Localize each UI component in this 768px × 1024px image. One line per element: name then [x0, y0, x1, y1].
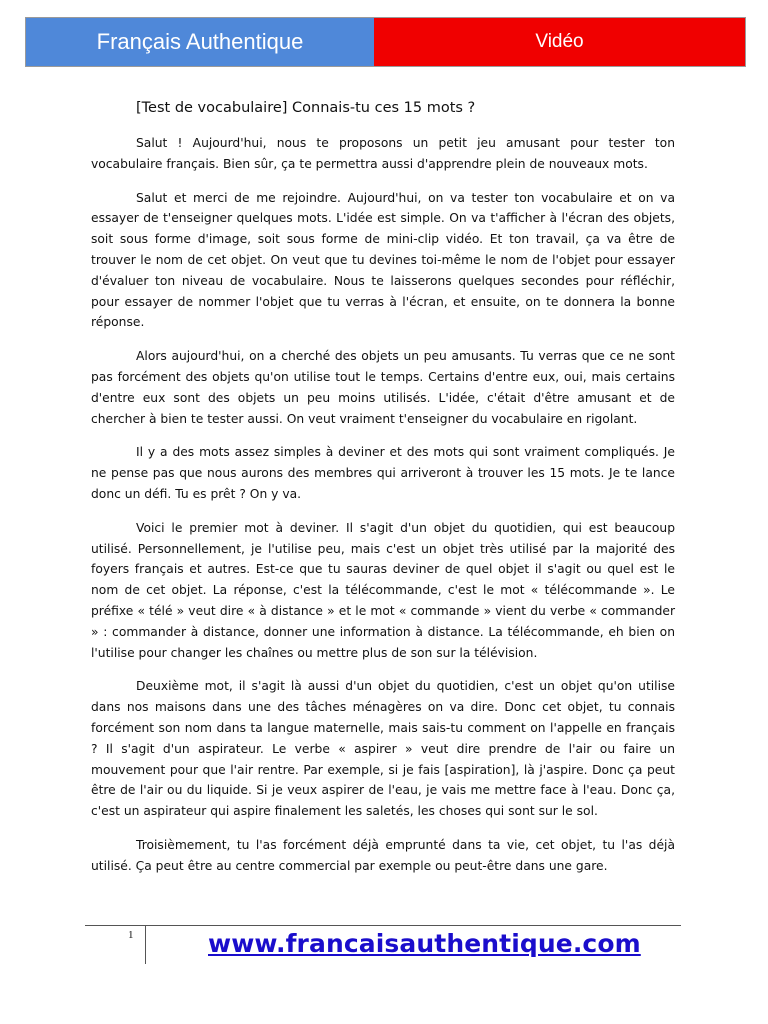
brand-name: Français Authentique — [96, 29, 304, 54]
article-body — [91, 98, 675, 877]
page-number: 1 — [128, 929, 134, 941]
website-link[interactable]: www.francaisauthentique.com — [208, 929, 641, 958]
paragraph-5: Voici le premier mot à deviner. Il s'agit d'un objet du quotidien, qui est beaucoup utilisé. Personnellement, je l'utilise peu, mais c'est un objet très utilisé par la majorité des foyers français et autres. Est-ce que tu sauras deviner de quel objet il s'agit ou quel est le nom de cet objet. La réponse, c'est la télécommande, c'est le mot « télécommande ». Le préfixe « télé » veut dire « à distance » et le mot « commande » vient du verbe « commander » : commander à distance, donner une information à distance. La télécommande, eh bien on l'utilise pour changer les chaînes ou mettre plus de son sur la télévision. — [91, 520, 675, 660]
footer-vertical-divider — [145, 926, 146, 964]
page-header — [25, 17, 746, 67]
category-banner — [374, 18, 745, 66]
paragraph-4: Il y a des mots assez simples à deviner et des mots qui sont vraiment compliqués. Je ne pense pas que nous aurons des membres qui arriveront à trouver les 15 mots. Je te lance donc un défi. Tu es prêt ? On y va. — [91, 445, 675, 501]
paragraph-3: Alors aujourd'hui, on a cherché des objets un peu amusants. Tu verras que ce ne sont pas forcément des objets qu'on utilise tout le temps. Certains d'entre eux, oui, mais certains d'entre eux sont des objets un peu moins utilisés. L'idée, c'était d'être amusant et de chercher à bien te tester aussi. On veut vraiment t'enseigner du vocabulaire en rigolant. — [91, 349, 675, 426]
category-label: Vidéo — [535, 31, 584, 52]
paragraph-1: Salut ! Aujourd'hui, nous te proposons un petit jeu amusant pour tester ton vocabulaire français. Bien sûr, ça te permettra aussi d'apprendre plein de nouveaux mots. — [91, 136, 675, 171]
footer-divider — [85, 925, 681, 926]
paragraph-7: Troisièmement, tu l'as forcément déjà emprunté dans ta vie, cet objet, tu l'as déjà utilisé. Ça peut être au centre commercial par exemple ou peut-être dans une gare. — [91, 837, 675, 873]
brand-banner — [26, 18, 374, 66]
article-title: [Test de vocabulaire] Connais-tu ces 15 mots ? — [136, 100, 476, 116]
paragraph-2: Salut et merci de me rejoindre. Aujourd'hui, on va tester ton vocabulaire et on va essayer de t'enseigner quelques mots. L'idée est simple. On va t'afficher à l'écran des objets, soit sous forme d'image, soit sous forme de mini-clip vidéo. Et ton travail, ça va être de trouver le nom de cet objet. On veut que tu devines toi-même le nom de l'objet pour essayer d'évaluer ton niveau de vocabulaire. Nous te laisserons quelques secondes pour réfléchir, pour essayer de nommer l'objet que tu verras à l'écran, et ensuite, on te donnera la bonne réponse. — [91, 190, 675, 330]
paragraph-6: Deuxième mot, il s'agit là aussi d'un objet du quotidien, c'est un objet qu'on utilise dans nos maisons dans une des tâches ménagères on va dire. Donc cet objet, tu connais forcément son nom dans ta langue maternelle, mais sais-tu comment on l'appelle en français ? Il s'agit d'un aspirateur. Le verbe « aspirer » veut dire prendre de l'air ou faire un mouvement pour que l'air rentre. Par exemple, si je fais [aspiration], là j'aspire. Donc ça peut être de l'air ou du liquide. Si je veux aspirer de l'eau, je vais me mettre face à l'eau. Donc ça, c'est un aspirateur qui aspire finalement les saletés, les choses qui sont sur le sol. — [91, 679, 675, 819]
